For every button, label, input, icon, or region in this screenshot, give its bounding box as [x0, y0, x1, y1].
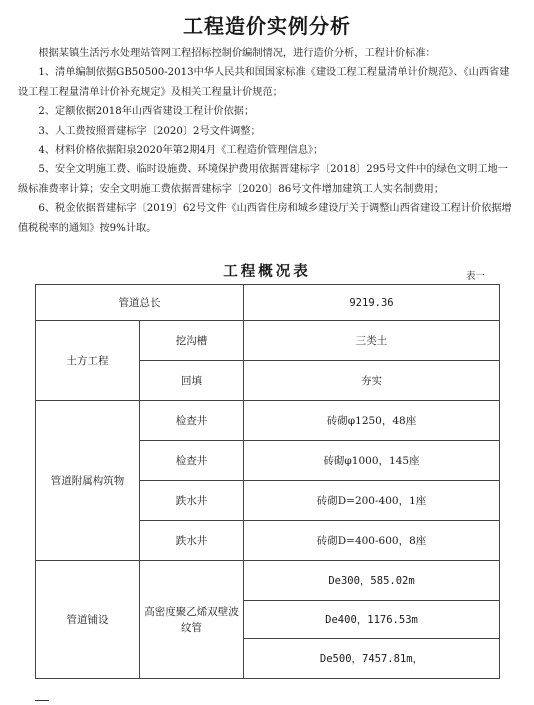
structure-item: 跌水井	[140, 521, 244, 561]
structure-item: 检查井	[140, 441, 244, 481]
earthwork-value: 夯实	[244, 361, 500, 401]
basis-item-3: 3、人工费按照晋建标字〔2020〕2号文件调整；	[38, 125, 261, 137]
structure-value: 砖砌D=200-400，1座	[244, 481, 500, 521]
project-overview-table	[35, 284, 500, 679]
earthwork-label: 土方工程	[36, 321, 140, 401]
table-number: 表一	[466, 271, 486, 282]
pipe-material: 高密度聚乙烯双壁波纹管	[140, 561, 244, 679]
table-row	[36, 321, 500, 361]
intro-paragraph: 根据某镇生活污水处理站管网工程招标控制价编制情况，进行造价分析，工程计价标准：	[38, 48, 436, 59]
table-row	[36, 285, 500, 321]
pipe-spec-value: De300，585.02m	[244, 561, 500, 601]
earthwork-item: 挖沟槽	[140, 321, 244, 361]
pipe-spec-value: De500，7457.81m，	[244, 639, 500, 679]
basis-item-4: 4、材料价格依据阳泉2020年第2期4月《工程造价管理信息》；	[38, 145, 324, 157]
table-row	[36, 561, 500, 601]
table-row	[36, 401, 500, 441]
structure-value: 砖砌φ1000，145座	[244, 441, 500, 481]
basis-item-2: 2、定额依据2018年山西省建设工程计价依据；	[38, 106, 255, 118]
page-title: 工程造价实例分析	[183, 14, 351, 38]
structure-item: 检查井	[140, 401, 244, 441]
structures-label: 管道附属构筑物	[36, 401, 140, 561]
basis-item-6: 6、税金依据晋建标字〔2019〕62号文件《山西省住房和城乡建设厅关于调整山西省建设工程计价依据增值税税率的通知》按9%计取。	[18, 203, 512, 234]
structure-value: 砖砌φ1250，48座	[244, 401, 500, 441]
pipe-length-value: 9219.36	[244, 285, 500, 321]
pipe-length-label: 管道总长	[36, 285, 244, 321]
table-title: 工程概况表	[223, 264, 311, 280]
basis-item-5: 5、安全文明施工费、临时设施费、环境保护费用依据晋建标字〔2018〕295号文件中的绿色文明工地一级标准费率计算；安全文明施工费依据晋建标字〔2020〕86号文件增加建筑工人实名制费用；	[18, 164, 508, 195]
footnote-divider	[35, 700, 49, 701]
earthwork-item: 回填	[140, 361, 244, 401]
structure-value: 砖砌D=400-600，8座	[244, 521, 500, 561]
pipe-spec-value: De400，1176.53m	[244, 601, 500, 639]
pipe-laying-label: 管道铺设	[36, 561, 140, 679]
earthwork-value: 三类土	[244, 321, 500, 361]
basis-item-1: 1、清单编制依据GB50500-2013中华人民共和国国家标准《建设工程工程量清单计价规范》、《山西省建设工程工程量清单计价补充规定》及相关工程量计价规范；	[18, 67, 510, 98]
structure-item: 跌水井	[140, 481, 244, 521]
document-body	[18, 44, 518, 238]
